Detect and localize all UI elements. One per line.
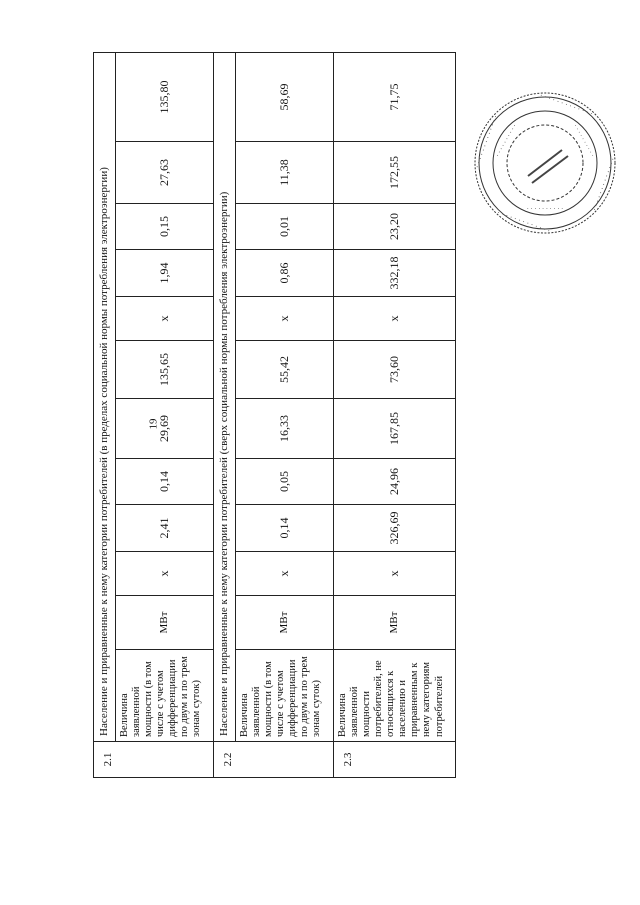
row-number: 2.1 — [94, 742, 214, 778]
value-cell: 332,18 — [334, 250, 456, 297]
value-cell: 27,63 — [116, 142, 214, 204]
row-number: 2.3 — [334, 742, 456, 778]
value-cell: 0,86 — [236, 250, 334, 297]
section-header: Население и приравненные к нему категории потребителей (в пределах социальной нормы потребления электроэнергии) — [94, 52, 116, 741]
rotated-table-frame — [93, 80, 455, 778]
svg-text:· · · · · · · · · ·: · · · · · · · · · · — [526, 204, 564, 211]
svg-text:· · · · · · · · · · · · ·: · · · · · · · · · · · · · — [589, 156, 617, 212]
value-cell: x — [116, 297, 214, 341]
value-cell: 11,38 — [236, 142, 334, 204]
svg-text:· · · · · · · · · · · · ·: · · · · · · · · · · · · · — [496, 207, 552, 235]
table-row — [334, 52, 456, 777]
svg-text:· · · · · · · · · · · · ·: · · · · · · · · · · · · · — [538, 91, 594, 119]
value-cell: 58,69 — [236, 52, 334, 141]
svg-text:· · · · · · · · · · · · ·: · · · · · · · · · · · · · — [473, 114, 501, 170]
value-cell: x — [116, 552, 214, 596]
value-cell: 73,60 — [334, 341, 456, 399]
value-cell: 0,01 — [236, 204, 334, 250]
value-cell: 135,65 — [116, 341, 214, 399]
value-cell: 326,69 — [334, 505, 456, 552]
value-cell: 29,69 — [116, 399, 214, 459]
section-header: Население и приравненные к нему категории потребителей (сверх социальной нормы потребления электроэнергии) — [214, 52, 236, 741]
value-cell: 71,75 — [334, 52, 456, 141]
table-row — [236, 52, 334, 777]
value-cell: 0,14 — [236, 505, 334, 552]
value-cell: 24,96 — [334, 459, 456, 505]
row-description: Величина заявленной мощности потребителей, не относящихся к населению и приравненным к нему категориям потребителей — [334, 650, 456, 742]
value-cell: 16,33 — [236, 399, 334, 459]
svg-text:· · · · · · · · · ·: · · · · · · · · · · — [571, 123, 596, 159]
value-cell: 135,80 — [116, 52, 214, 141]
value-cell: x — [334, 552, 456, 596]
unit-cell: МВт — [334, 596, 456, 650]
value-cell: 2,41 — [116, 505, 214, 552]
table-row — [94, 52, 116, 777]
value-cell: 172,55 — [334, 142, 456, 204]
tariff-table — [93, 52, 456, 778]
table-row — [214, 52, 236, 777]
table-row — [116, 52, 214, 777]
value-cell: 0,14 — [116, 459, 214, 505]
value-cell: x — [236, 297, 334, 341]
value-cell: 0,05 — [236, 459, 334, 505]
row-description: Величина заявленной мощности (в том числе с учетом дифференциации по двум и по трем зонам суток) — [116, 650, 214, 742]
value-cell: 1,94 — [116, 250, 214, 297]
unit-cell: МВт — [236, 596, 334, 650]
value-cell: 23,20 — [334, 204, 456, 250]
value-cell: 167,85 — [334, 399, 456, 459]
page-number: 19 — [147, 418, 160, 430]
svg-text:· · · · · · · · · ·: · · · · · · · · · · — [494, 123, 519, 159]
row-number: 2.2 — [214, 742, 334, 778]
value-cell: x — [334, 297, 456, 341]
value-cell: 55,42 — [236, 341, 334, 399]
row-description: Величина заявленной мощности (в том числе с учетом дифференциации по двум и по трем зонам суток) — [236, 650, 334, 742]
official-seal-stamp — [470, 88, 620, 238]
value-cell: 0,15 — [116, 204, 214, 250]
value-cell: x — [236, 552, 334, 596]
unit-cell: МВт — [116, 596, 214, 650]
